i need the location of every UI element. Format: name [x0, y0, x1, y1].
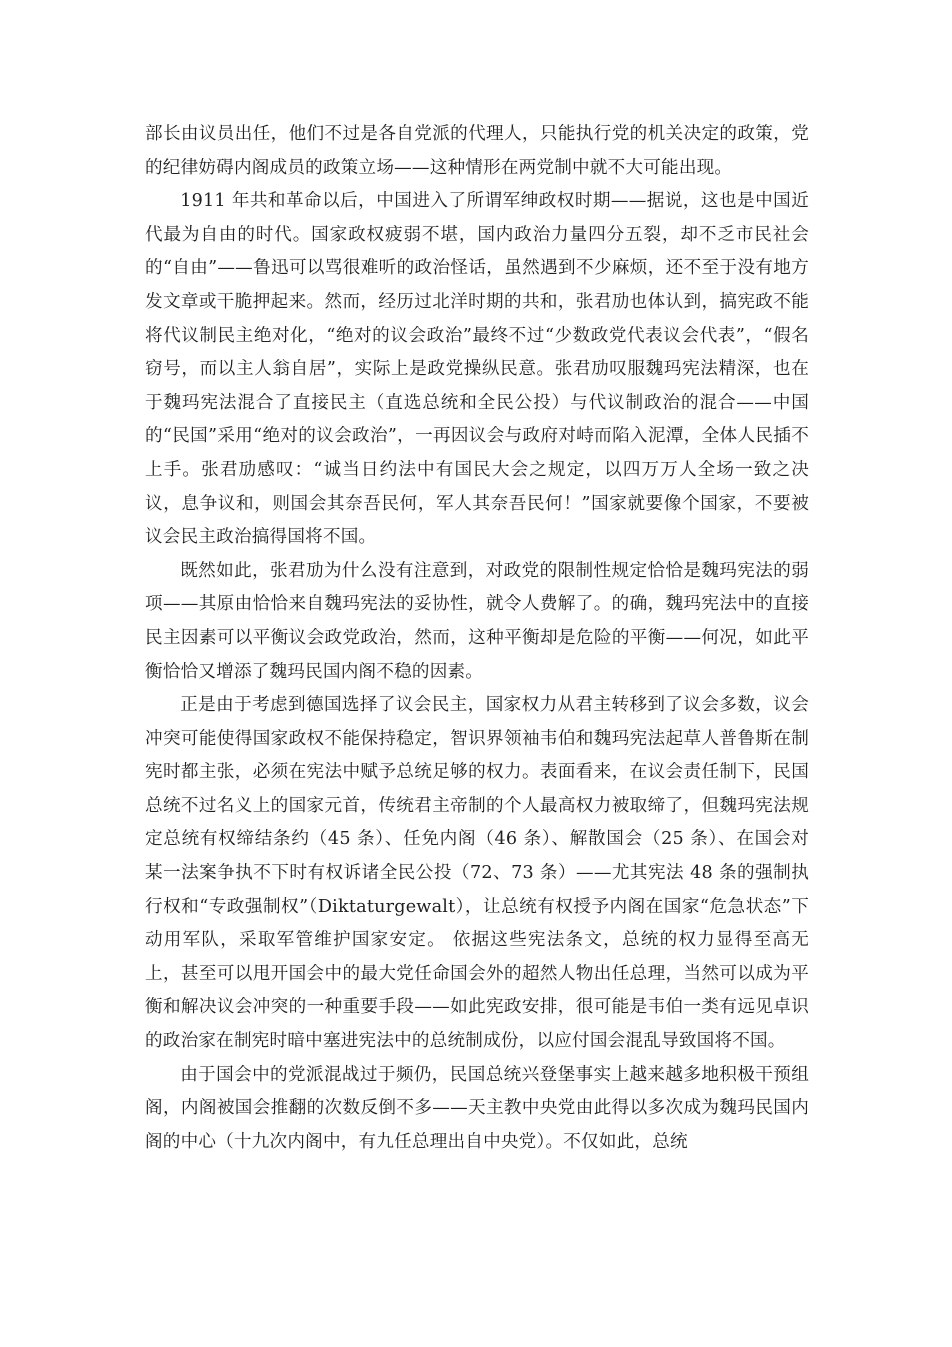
paragraph-3: 既然如此，张君劢为什么没有注意到，对政党的限制性规定恰恰是魏玛宪法的弱项——其原由恰恰来自魏玛宪法的妥协性，就令人费解了。的确，魏玛宪法中的直接民主因素可以平衡议会政党政治，然而，这种平衡却是危险的平衡——何况，如此平衡恰恰又增添了魏玛民国内阁不稳的因素。 — [145, 560, 809, 682]
paragraph-2: 1911 年共和革命以后，中国进入了所谓军绅政权时期——据说，这也是中国近代最为自由的时代。国家政权疲弱不堪，国内政治力量四分五裂，却不乏市民社会的“自由”——鲁迅可以骂很难听的政治怪话，虽然遇到不少麻烦，还不至于没有地方发文章或干脆押起来。然而，经历过北洋时期的共和，张君劢也体认到，搞宪政不能将代议制民主绝对化，“绝对的议会政治”最终不过“少数政党代表议会代表”，“假名窃号，而以主人翁自居”，实际上是政党操纵民意。张君劢叹服魏玛宪法精深，也在于魏玛宪法混合了直接民主（直选总统和全民公投）与代议制政治的混合——中国的“民国”采用“绝对的议会政治”，一再因议会与政府对峙而陷入泥潭，全体人民插不上手。张君劢感叹：“诚当日约法中有国民大会之规定，以四万万人全场一致之决议，息争议和，则国会其奈吾民何，军人其奈吾民何！”国家就要像个国家，不要被议会民主政治搞得国将不国。 — [145, 191, 809, 548]
document-body — [145, 118, 809, 1159]
paragraph-4: 正是由于考虑到德国选择了议会民主，国家权力从君主转移到了议会多数，议会冲突可能使得国家政权不能保持稳定，智识界领袖韦伯和魏玛宪法起草人普鲁斯在制宪时都主张，必须在宪法中赋予总统足够的权力。表面看来，在议会责任制下，民国总统不过名义上的国家元首，传统君主帝制的个人最高权力被取缔了，但魏玛宪法规定总统有权缔结条约（45 条）、任免内阁（46 条）、解散国会（25 条）、在国会对某一法案争执不下时有权诉诸全民公投（72、73 条）——尤其宪法 48 条的强制执行权和“专政强制权”（Diktaturgewalt），让总统有权授予内阁在国家“危急状态”下动用军队，采取军管维护国家安定。 依据这些宪法条文，总统的权力显得至高无上，甚至可以甩开国会中的最大党任命国会外的超然人物出任总理，当然可以成为平衡和解决议会冲突的一种重要手段——如此宪政安排，很可能是韦伯一类有远见卓识的政治家在制宪时暗中塞进宪法中的总统制成份，以应付国会混乱导致国将不国。 — [145, 695, 809, 1052]
paragraph-1: 部长由议员出任，他们不过是各自党派的代理人，只能执行党的机关决定的政策，党的纪律妨碍内阁成员的政策立场——这种情形在两党制中就不大可能出现。 — [145, 124, 809, 178]
paragraph-5: 由于国会中的党派混战过于频仍，民国总统兴登堡事实上越来越多地积极干预组阁，内阁被国会推翻的次数反倒不多——天主教中央党由此得以多次成为魏玛民国内阁的中心（十九次内阁中，有九任总理出自中央党）。不仅如此，总统 — [145, 1064, 809, 1152]
